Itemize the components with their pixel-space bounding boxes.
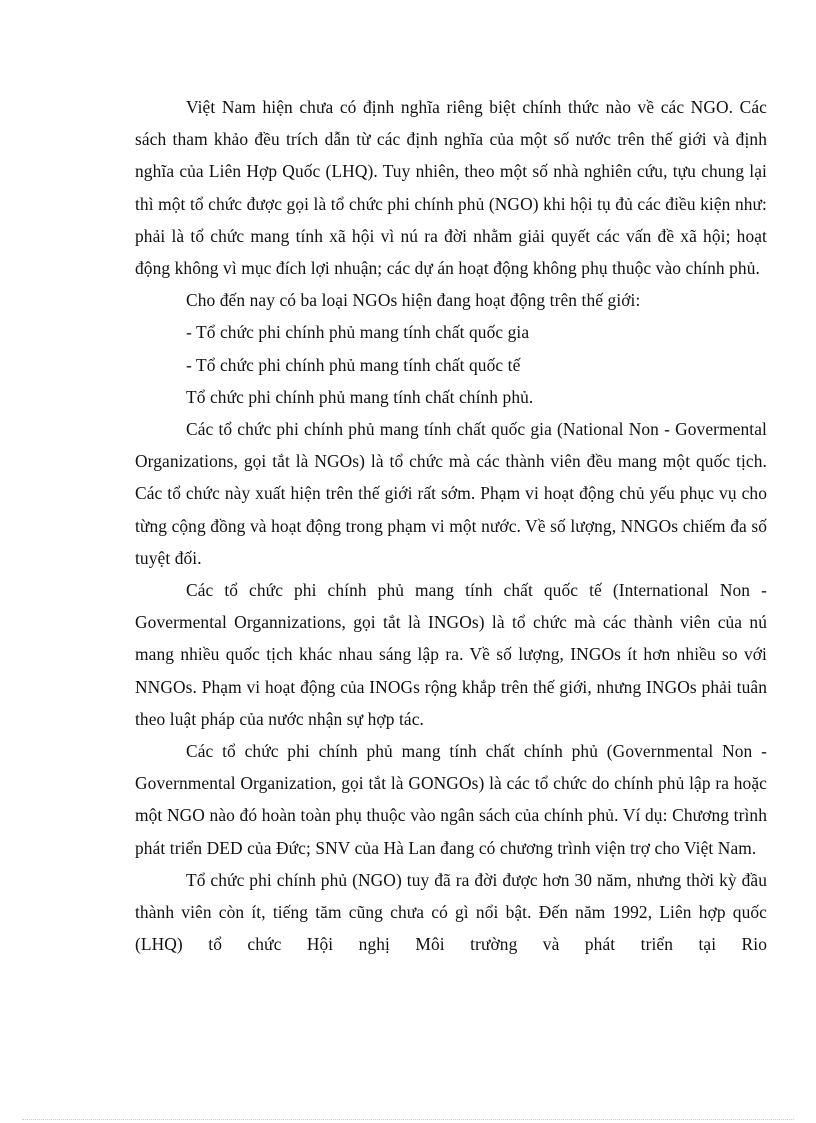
page-bottom-divider: [22, 1119, 794, 1120]
paragraph-national-ngo: Các tổ chức phi chính phủ mang tính chất quốc gia (National Non - Govermental Organizations, gọi tắt là NGOs) là tổ chức mà các thành viên đều mang một quốc tịch. Các tổ chức này xuất hiện trên thế giới rất sớm. Phạm vi hoạt động chủ yếu phục vụ cho từng cộng đồng và hoạt động trong phạm vi một nước. Về số lượng, NNGOs chiếm đa số tuyệt đối.: [135, 419, 767, 568]
paragraph-international-ngo: Các tổ chức phi chính phủ mang tính chất quốc tế (International Non - Govermental Organnizations, gọi tắt là INGOs) là tổ chức mà các thành viên của nú mang nhiều quốc tịch khác nhau sáng lập ra. Về số lượng, INGOs ít hơn nhiều so với NNGOs. Phạm vi hoạt động của INOGs rộng khắp trên thế giới, nhưng INGOs phải tuân theo luật pháp của nước nhận sự hợp tác.: [135, 580, 767, 729]
paragraph-ngo-history: Tổ chức phi chính phủ (NGO) tuy đã ra đời được hơn 30 năm, nhưng thời kỳ đầu thành viên còn ít, tiếng tăm cũng chưa có gì nổi bật. Đến năm 1992, Liên hợp quốc (LHQ) tổ chức Hội nghị Môi trường và phát triển tại Rio: [135, 869, 767, 955]
paragraph-ngo-definition: Việt Nam hiện chưa có định nghĩa riêng biệt chính thức nào về các NGO. Các sách tham khảo đều trích dẫn từ các định nghĩa của một số nước trên thế giới và định nghĩa của Liên Hợp Quốc (LHQ). Tuy nhiên, theo một số nhà nghiên cứu, tựu chung lại thì một tổ chức được gọi là tổ chức phi chính phủ (NGO) khi hội tụ đủ các điều kiện như: phải là tổ chức mang tính xã hội vì nú ra đời nhằm giải quyết các vấn đề xã hội; hoạt động không vì mục đích lợi nhuận; các dự án hoạt động không phụ thuộc vào chính phủ.: [135, 97, 767, 279]
paragraph-ngo-types-intro: Cho đến nay có ba loại NGOs hiện đang hoạt động trên thế giới:: [186, 290, 641, 311]
paragraph-gongo: Các tổ chức phi chính phủ mang tính chất chính phủ (Governmental Non - Governmental Organization, gọi tắt là GONGOs) là các tổ chức do chính phủ lập ra hoặc một NGO nào đó hoàn toàn phụ thuộc vào ngân sách của chính phủ. Ví dụ: Chương trình phát triển DED của Đức; SNV của Hà Lan đang có chương trình viện trợ cho Việt Nam.: [135, 741, 767, 858]
list-item-international-ngo: - Tổ chức phi chính phủ mang tính chất quốc tế: [186, 354, 521, 375]
list-item-national-ngo: - Tổ chức phi chính phủ mang tính chất quốc gia: [186, 322, 530, 343]
document-page: [135, 91, 767, 960]
list-item-governmental-ngo: Tổ chức phi chính phủ mang tính chất chính phủ.: [186, 386, 534, 407]
